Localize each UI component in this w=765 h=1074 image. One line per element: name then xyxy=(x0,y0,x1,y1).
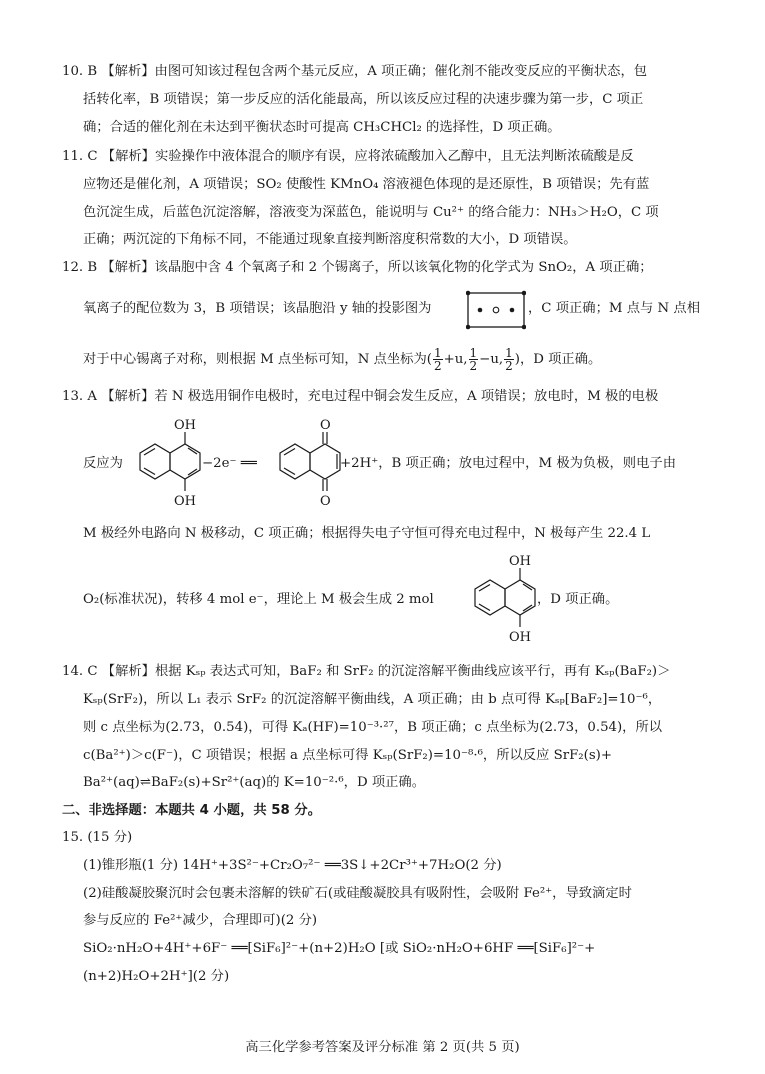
q12-line-2a: 氧离子的配位数为 3，B 项错误；该晶胞沿 y 轴的投影图为 xyxy=(83,301,432,316)
q11-line-4: 正确；两沉淀的下角标不同，不能通过现象直接判断溶度积常数的大小，D 项错误。 xyxy=(83,232,577,247)
q14-line-5: Ba²⁺(aq)⇌BaF₂(s)+Sr²⁺(aq)的 K=10⁻²·⁶，D 项正确。 xyxy=(83,775,426,790)
oh-label: OH xyxy=(174,418,196,433)
section-heading: 二、非选择题：本题共 4 小题，共 58 分。 xyxy=(62,803,322,818)
q10-line-3: 确；合适的催化剂在未达到平衡状态时可提高 CH₃CHCl₂ 的选择性，D 项正确。 xyxy=(83,120,561,135)
q14-line-1: 14. C 【解析】根据 Kₛₚ 表达式可知，BaF₂ 和 SrF₂ 的沉淀溶解平衡曲线应该平行，再有 Kₛₚ(BaF₂)＞ xyxy=(62,664,671,679)
q13-line-4b: ，D 项正确。 xyxy=(537,592,619,607)
q11-line-2: 应物还是催化剂，A 项错误；SO₂ 使酸性 KMnO₄ 溶液褪色体现的是还原性，B 项错误；先有蓝 xyxy=(83,177,650,192)
o-label: O xyxy=(320,494,331,509)
naphthalenediol-structure xyxy=(128,410,208,520)
q11-line-1: 11. C 【解析】实验操作中液体混合的顺序有误，应将浓硫酸加入乙醇中，且无法判断浓硫酸是反 xyxy=(62,149,634,164)
q15-line-1: (1)锥形瓶(1 分) 14H⁺+3S²⁻+Cr₂O₇²⁻ ══3S↓+2Cr³⁺+7H₂O(2 分) xyxy=(83,858,502,873)
q15-line-3: 参与反应的 Fe²⁺减少，合理即可)(2 分) xyxy=(83,913,318,928)
oh-label: OH xyxy=(174,494,196,509)
q12-text-u-plus: +u, xyxy=(443,352,468,367)
q10-line-1: 10. B 【解析】由图可知该过程包含两个基元反应，A 项正确；催化剂不能改变反应的平衡状态，包 xyxy=(62,64,648,79)
q14-line-4: c(Ba²⁺)＞c(F⁻)，C 项错误；根据 a 点坐标可得 Kₛₚ(SrF₂)=10⁻⁸·⁶，所以反应 SrF₂(s)+ xyxy=(83,748,612,763)
q11-line-3: 色沉淀生成，后蓝色沉淀溶解，溶液变为深蓝色，能说明与 Cu²⁺ 的络合能力：NH₃＞H₂O，C 项 xyxy=(83,205,659,220)
q13-line-3: M 极经外电路向 N 极移动，C 项正确；根据得失电子守恒可得充电过程中，N 极每产生 22.4 L xyxy=(83,526,651,541)
q10-line-2: 括转化率，B 项错误；第一步反应的活化能最高，所以该反应过程的决速步骤为第一步，C 项正 xyxy=(83,92,644,107)
q15-line-4: SiO₂·nH₂O+4H⁺+6F⁻ ══[SiF₆]²⁻+(n+2)H₂O [或 SiO₂·nH₂O+6HF ══[SiF₆]²⁻+ xyxy=(83,941,596,956)
oh-label: OH xyxy=(509,554,531,569)
page-footer: 高三化学参考答案及评分标准 第 2 页(共 5 页) xyxy=(245,1040,520,1055)
q15-line-5: (n+2)H₂O+2H⁺](2 分) xyxy=(83,969,230,984)
q12-line-2b: ，C 项正确；M 点与 N 点相 xyxy=(528,301,701,316)
oh-label: OH xyxy=(509,630,531,645)
q12-text-u-minus: −u, xyxy=(479,352,504,367)
q12-line-3a xyxy=(83,347,601,372)
fraction-half: $\frac{1}{2}$ xyxy=(505,346,513,373)
q13-line-2a: 反应为 xyxy=(83,456,123,471)
crystal-projection-diagram xyxy=(466,290,526,330)
fraction-half: $\frac{1}{2}$ xyxy=(433,346,442,373)
q15-line-2: (2)硅酸凝胶聚沉时会包裹未溶解的铁矿石(或硅酸凝胶具有吸附性，会吸附 Fe²⁺，导致滴定时 xyxy=(83,886,632,901)
q12-text-post: )，D 项正确。 xyxy=(514,352,602,367)
naphthoquinone-structure xyxy=(268,410,348,520)
o-label: O xyxy=(320,418,331,433)
naphthalenediol-structure xyxy=(463,546,543,656)
q13-line-2c: +2H⁺，B 项正确；放电过程中，M 极为负极，则电子由 xyxy=(340,456,676,471)
q13-line-1: 13. A 【解析】若 N 极选用铜作电极时，充电过程中铜会发生反应，A 项错误；放电时，M 极的电极 xyxy=(62,389,659,404)
q14-line-2: Kₛₚ(SrF₂)，所以 L₁ 表示 SrF₂ 的沉淀溶解平衡曲线，A 项正确；由 b 点可得 Kₛₚ[BaF₂]=10⁻⁶， xyxy=(83,692,662,707)
q13-line-4a: O₂(标准状况)，转移 4 mol e⁻，理论上 M 极会生成 2 mol xyxy=(83,592,434,607)
q14-line-3: 则 c 点坐标为(2.73，0.54)，可得 Kₐ(HF)=10⁻³·²⁷，B 项正确；c 点坐标为(2.73，0.54)，所以 xyxy=(83,720,663,735)
q13-line-2b: −2e⁻ ══ xyxy=(202,456,257,471)
q15-heading: 15. (15 分) xyxy=(62,830,133,845)
q12-text-pre: 对于中心锡离子对称，则根据 M 点坐标可知，N 点坐标为( xyxy=(83,352,432,367)
fraction-half: $\frac{1}{2}$ xyxy=(469,346,478,373)
q12-line-1: 12. B 【解析】该晶胞中含 4 个氧离子和 2 个锡离子，所以该氧化物的化学式为 SnO₂，A 项正确； xyxy=(62,260,653,275)
